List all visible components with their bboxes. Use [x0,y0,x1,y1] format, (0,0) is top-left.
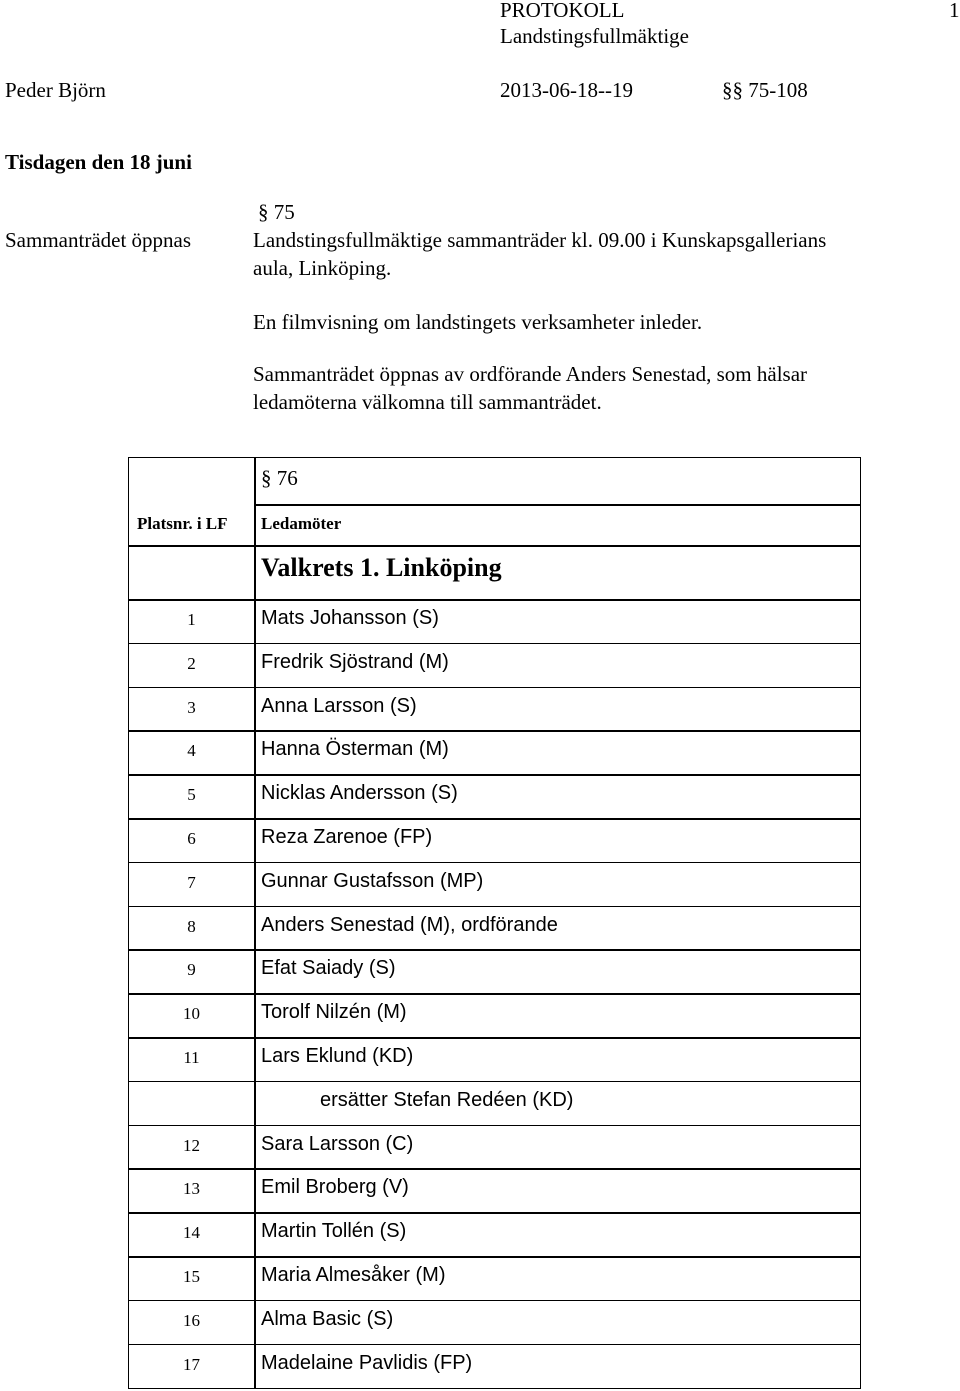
member-name: Maria Almesåker (M) [261,1264,446,1286]
member-name: Gunnar Gustafsson (MP) [261,869,484,892]
document-type: PROTOKOLL [500,0,625,22]
member-name: Hanna Österman (M) [261,738,449,761]
member-seat-number: 3 [187,697,196,717]
row-divider [129,1212,860,1214]
member-name: Mats Johansson (S) [261,607,439,629]
member-seat-number: 4 [187,741,196,761]
member-name: Lars Eklund (KD) [261,1045,414,1067]
section-75-paragraph-2: En filmvisning om landstingets verksamheter inleder. [253,310,703,334]
member-name: Nicklas Andersson (S) [261,782,458,805]
row-divider [129,1125,860,1127]
member-seat-number: 16 [183,1310,200,1330]
section-75-number: § 75 [258,200,295,224]
member-name: Anna Larsson (S) [261,694,417,717]
member-seat-number: 7 [187,872,196,892]
member-seat-number: 15 [183,1267,200,1286]
meeting-date: 2013-06-18--19 [500,78,633,102]
section-75-side-label: Sammanträdet öppnas [5,228,192,252]
row-divider [129,599,860,601]
row-divider [129,730,860,732]
row-divider [129,862,860,864]
seat-number-header: Platsnr. i LF [137,514,228,533]
member-name: Fredrik Sjöstrand (M) [261,650,449,673]
member-name: Reza Zarenoe (FP) [261,826,433,848]
section-75-paragraph-3-line-1: Sammanträdet öppnas av ordförande Anders Senestad, som hälsar [253,362,808,386]
member-seat-number: 1 [187,610,196,629]
row-divider [129,949,860,951]
member-name: Anders Senestad (M), ordförande [261,913,558,936]
member-name: ersätter Stefan Redéen (KD) [320,1088,574,1111]
district-heading: Valkrets 1. Linköping [261,553,502,582]
page-number: 1 [949,0,960,22]
row-divider [129,545,860,547]
row-divider [129,1037,860,1039]
member-seat-number: 14 [183,1223,200,1243]
day-heading: Tisdagen den 18 juni [5,150,192,174]
member-name: Alma Basic (S) [261,1307,394,1330]
row-divider [129,687,860,689]
row-divider [254,504,860,506]
member-seat-number: 10 [183,1004,200,1024]
member-seat-number: 5 [187,785,196,805]
section-76-number: § 76 [261,466,298,490]
member-seat-number: 9 [187,960,196,980]
member-name: Efat Saiady (S) [261,957,396,980]
member-name: Torolf Nilzén (M) [261,1001,407,1024]
member-seat-number: 17 [183,1354,200,1374]
row-divider [129,1256,860,1258]
member-name: Martin Tollén (S) [261,1220,407,1243]
member-name: Sara Larsson (C) [261,1132,414,1155]
row-divider [129,774,860,776]
member-seat-number: 6 [187,829,196,848]
member-seat-number: 8 [187,916,196,936]
row-divider [129,993,860,995]
row-divider [129,1344,860,1346]
row-divider [129,1300,860,1302]
member-name: Madelaine Pavlidis (FP) [261,1351,473,1374]
member-seat-number: 12 [183,1135,200,1155]
member-seat-number: 13 [183,1179,200,1199]
members-header: Ledamöter [261,514,342,533]
members-table [128,457,861,1389]
row-divider [129,1168,860,1170]
section-75-paragraph-3-line-2: ledamöterna välkomna till sammanträdet. [253,390,602,414]
row-divider [129,643,860,645]
section-75-line-2: aula, Linköping. [253,256,392,280]
member-seat-number: 11 [183,1048,200,1067]
row-divider [129,1081,860,1083]
member-seat-number: 2 [187,653,196,673]
row-divider [129,818,860,820]
paragraph-range: §§ 75-108 [722,78,808,102]
body-name: Landstingsfullmäktige [500,24,689,48]
author-name: Peder Björn [5,78,106,102]
section-75-line-1: Landstingsfullmäktige sammanträder kl. 09.00 i Kunskapsgallerians [253,228,827,252]
member-name: Emil Broberg (V) [261,1176,409,1199]
row-divider [129,906,860,908]
column-divider [254,458,256,1388]
